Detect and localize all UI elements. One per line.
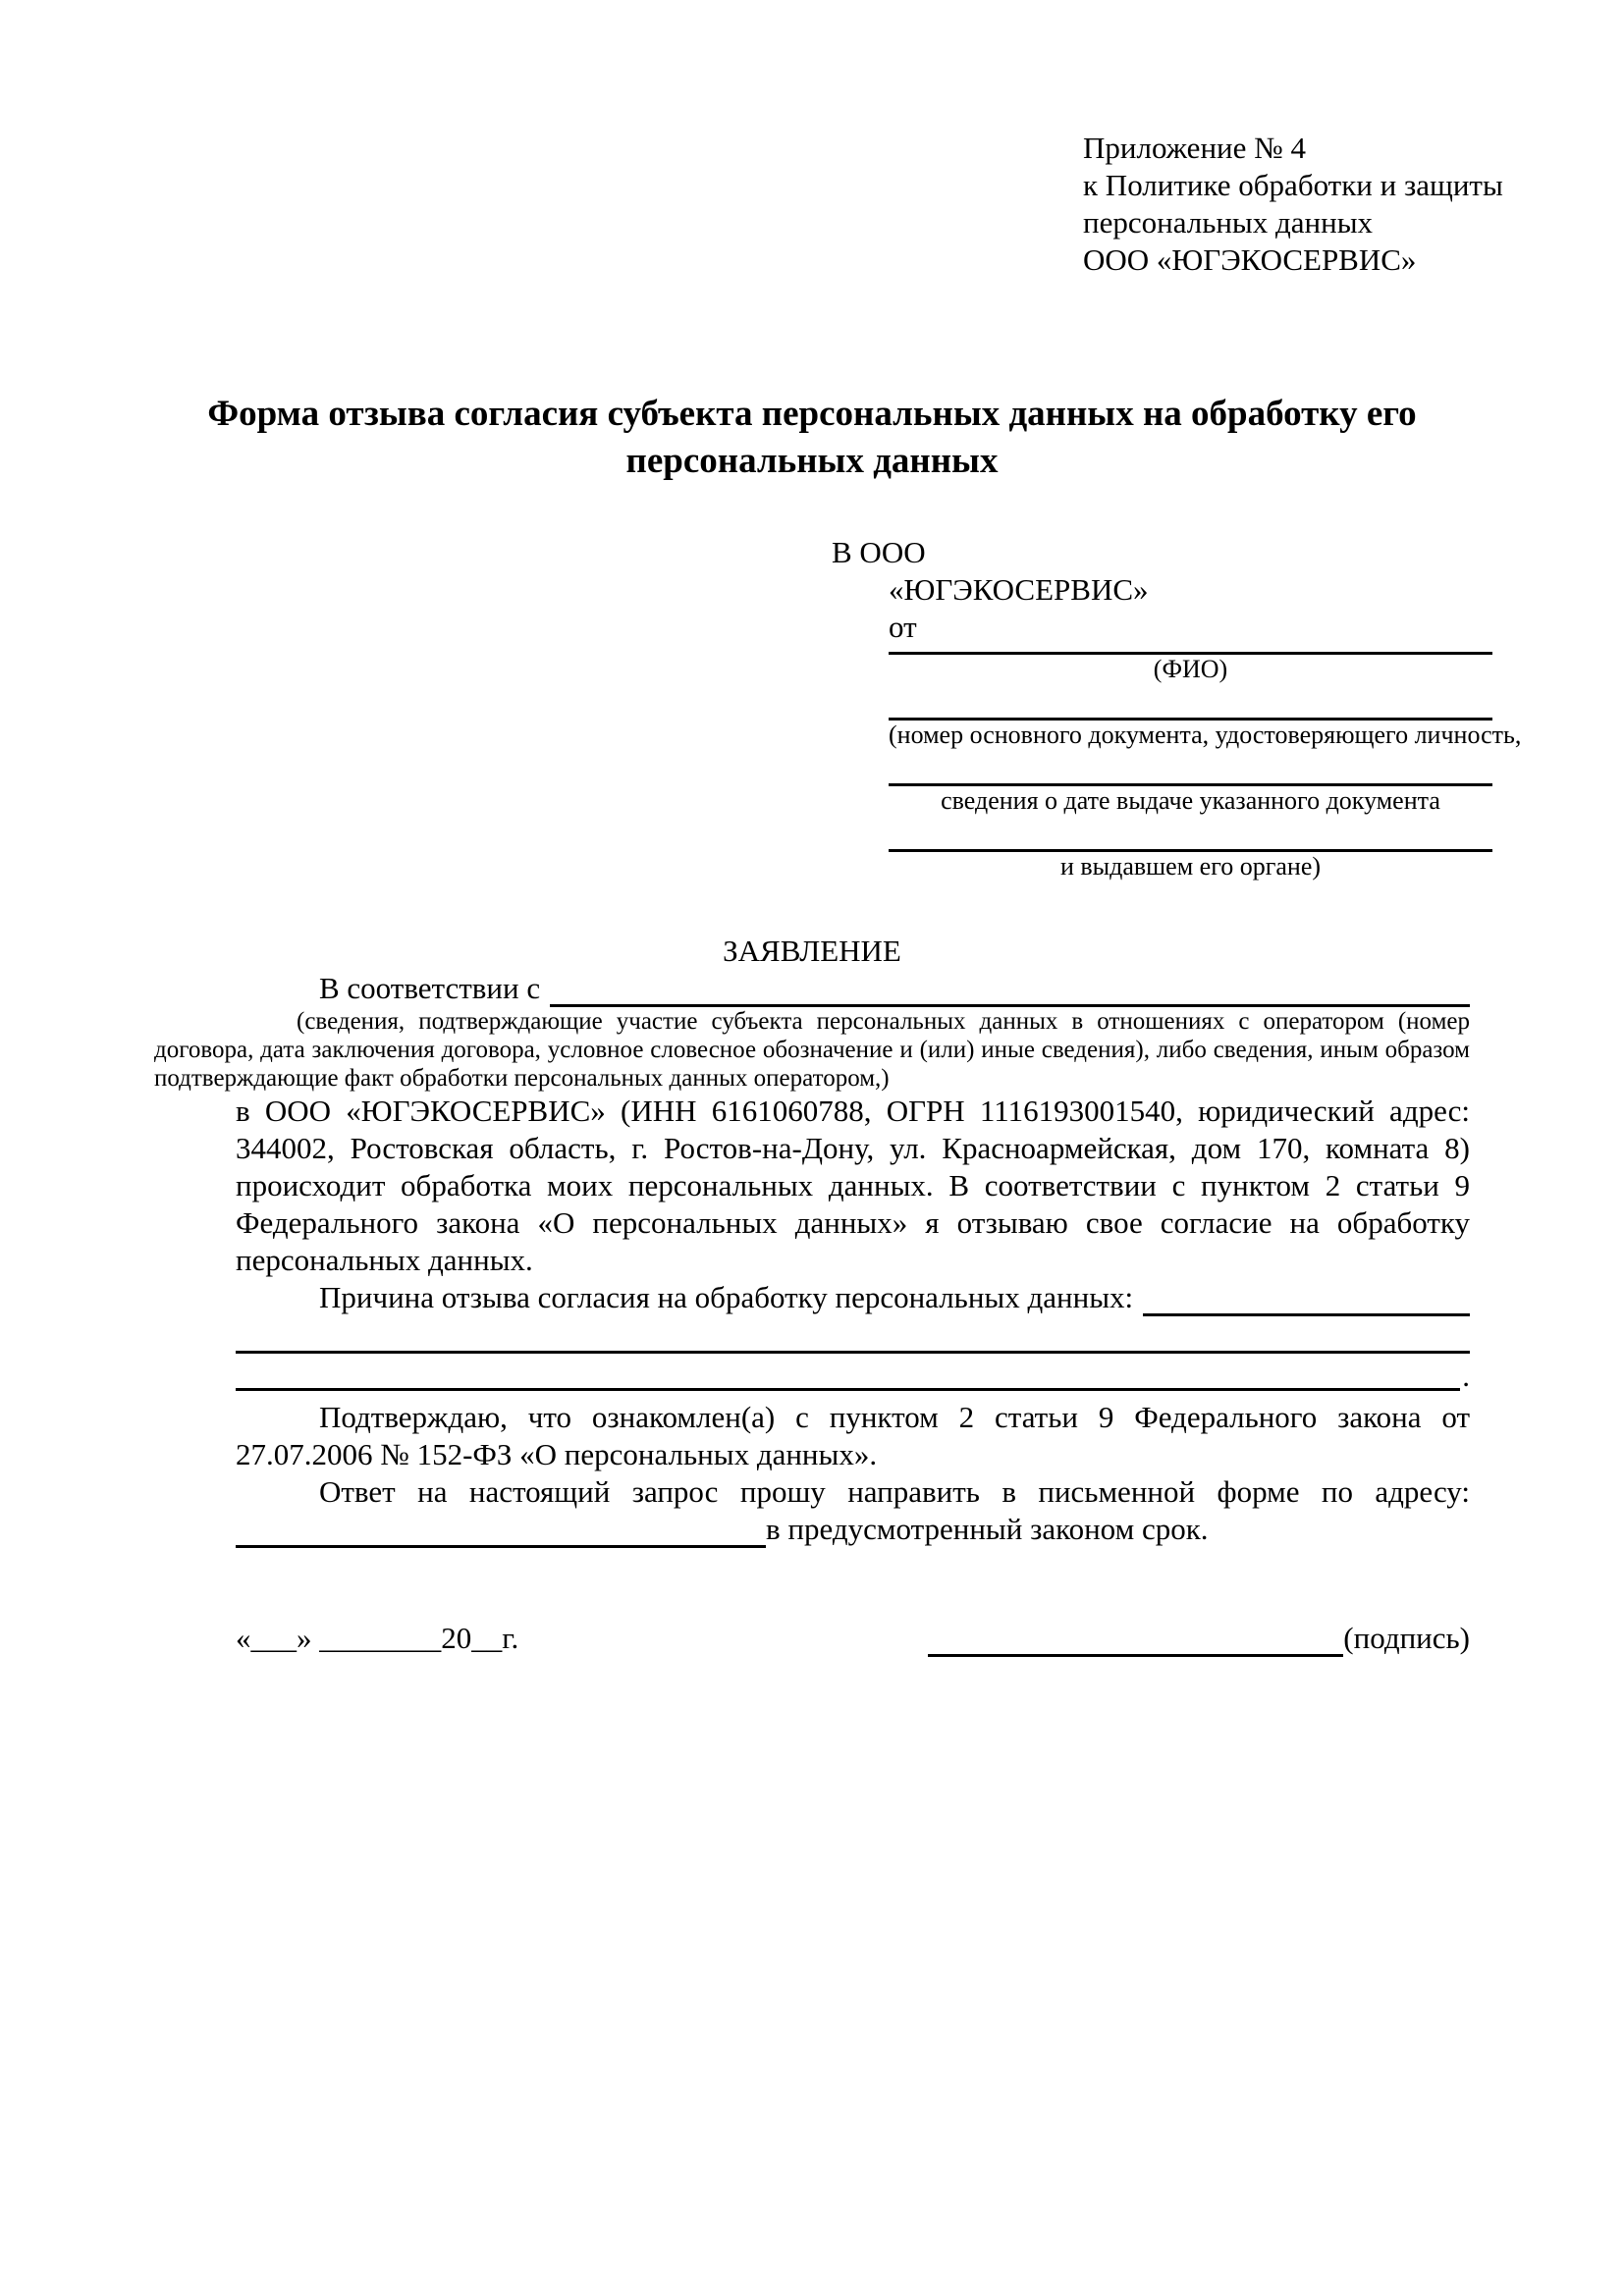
reply-request-paragraph: Ответ на настоящий запрос прошу направить в письменной форме по адресу: bbox=[319, 1474, 1470, 1509]
appendix-line-1: Приложение № 4 bbox=[1083, 131, 1306, 165]
reply-tail-text: в предусмотренный законом срок. bbox=[766, 1512, 1209, 1546]
signoff-row bbox=[236, 1620, 1470, 1657]
appendix-line-2: к Политике обработки и защиты bbox=[1083, 168, 1503, 202]
appendix-line-3: персональных данных bbox=[1083, 205, 1374, 240]
appendix-line-4: ООО «ЮГЭКОСЕРВИС» bbox=[1083, 242, 1417, 277]
fio-fill-line bbox=[889, 646, 1492, 655]
intro-label: В соответствии с bbox=[319, 971, 541, 1005]
reason-label: Причина отзыва согласия на обработку персональных данных: bbox=[319, 1280, 1134, 1314]
issue-date-caption: сведения о дате выдаче указанного документа bbox=[941, 786, 1440, 815]
reason-fill-line-2 bbox=[236, 1316, 1470, 1354]
reason-trailing-period: . bbox=[1462, 1359, 1470, 1393]
issue-date-fill-line bbox=[889, 750, 1492, 786]
reply-address-row bbox=[236, 1511, 1470, 1548]
basis-explanation-note: (сведения, подтверждающие участие субъекта персональных данных в отношениях с оператором (номер договора, дата заключения договора, условное словесное обозначение и (или) иные сведения), либо сведения, иным образом подтверждающие факт обработки персональных данных оператором,) bbox=[154, 1008, 1470, 1092]
document-title: Форма отзыва согласия субъекта персональных данных на обработку его персональных данных bbox=[207, 394, 1417, 481]
reply-address-fill-line bbox=[236, 1512, 766, 1548]
document-number-fill-line bbox=[889, 684, 1492, 721]
confirmation-paragraph: Подтверждаю, что ознакомлен(а) с пунктом 2 статьи 9 Федерального закона от 27.07.2006 № 152-ФЗ «О персональных данных». bbox=[236, 1400, 1470, 1471]
issue-date-fill-group bbox=[889, 750, 1492, 816]
reason-fill-line-3-rule bbox=[236, 1354, 1460, 1391]
issuing-authority-fill-group bbox=[889, 816, 1492, 881]
signature-fill-line bbox=[928, 1621, 1343, 1657]
document-number-fill-group bbox=[889, 684, 1522, 750]
basis-fill-line bbox=[550, 971, 1470, 1007]
issuing-authority-fill-line bbox=[889, 816, 1492, 852]
fio-caption: (ФИО) bbox=[1153, 655, 1228, 683]
issuing-authority-caption: и выдавшем его органе) bbox=[1059, 852, 1322, 881]
statement-body-paragraph: в ООО «ЮГЭКОСЕРВИС» (ИНН 6161060788, ОГРН 1116193001540, юридический адрес: 344002, Ростовская область, г. Ростов-на-Дону, ул. Красноармейская, дом 170, комната 8) происходит обработка моих персональных данных. В соответствии с пунктом 2 статьи 9 Федерального закона «О персональных данных» я отзываю свое согласие на обработку персональных данных. bbox=[236, 1094, 1470, 1277]
document-number-caption: (номер основного документа, удостоверяющего личность, bbox=[889, 721, 1522, 749]
fio-fill-group bbox=[889, 646, 1492, 684]
date-fill-text: «___» ________20__г. bbox=[236, 1621, 519, 1655]
addressee-from-label: от bbox=[889, 610, 917, 644]
addressee-block bbox=[832, 534, 1522, 881]
reason-row bbox=[236, 1279, 1470, 1316]
addressee-to-prefix: В ООО bbox=[832, 535, 926, 569]
signature-caption: (подпись) bbox=[1343, 1621, 1470, 1655]
intro-row bbox=[236, 970, 1470, 1007]
statement-heading: ЗАЯВЛЕНИЕ bbox=[723, 934, 901, 968]
reason-fill-line-3 bbox=[236, 1354, 1470, 1391]
reason-fill-line-1 bbox=[1143, 1280, 1470, 1316]
addressee-company-name: «ЮГЭКОСЕРВИС» bbox=[889, 572, 1149, 607]
appendix-block bbox=[1083, 130, 1503, 279]
signature-group bbox=[928, 1620, 1470, 1657]
